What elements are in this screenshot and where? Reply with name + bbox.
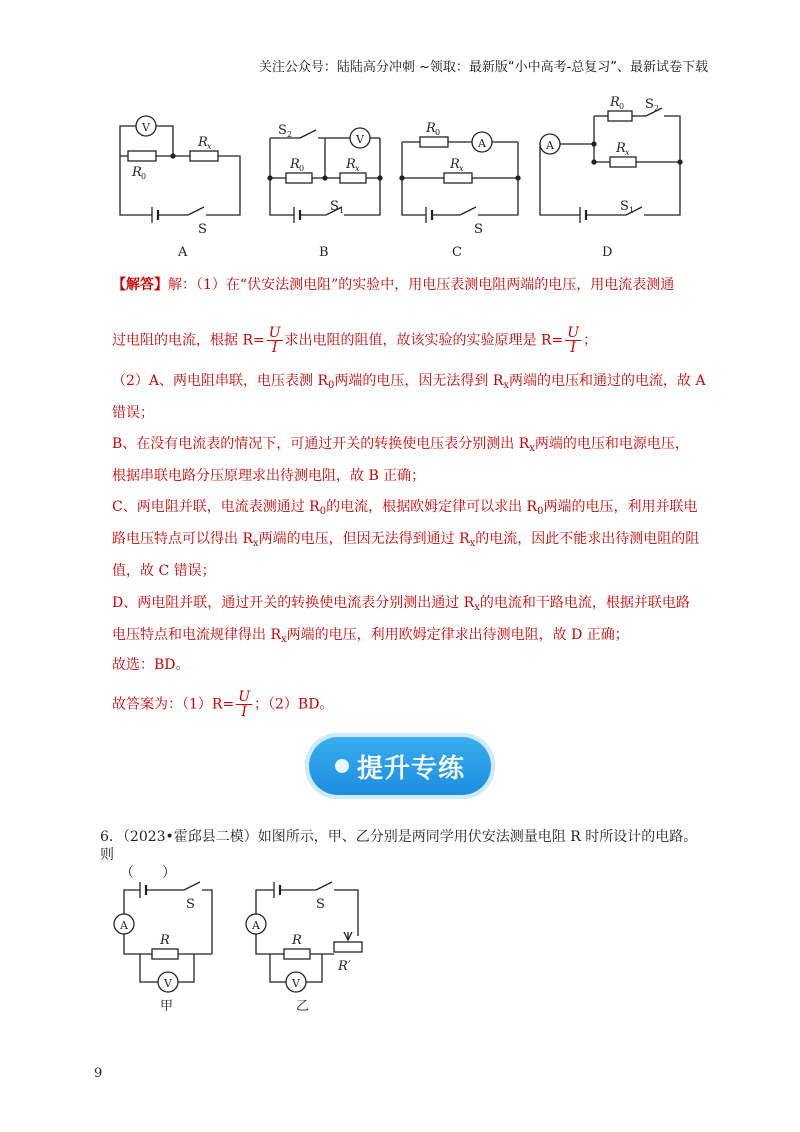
formula-fraction: $\frac{U}{I}$ — [268, 325, 281, 356]
answer-line-5: B、在没有电流表的情况下，可通过开关的转换使电压表分别测出 $R_x$两端的电压和电源电压， — [112, 436, 689, 454]
svg-text:2: 2 — [654, 104, 660, 113]
svg-text:x: x — [355, 164, 360, 173]
question-6-circuits — [100, 878, 380, 1018]
question-6-answer-blank: （ ） — [120, 865, 176, 881]
circuit-a-r0-label: R — [132, 165, 142, 180]
circuit-d — [540, 108, 682, 223]
circuit-c-rx-label: R — [450, 157, 460, 172]
answer-line-1: 【解答】解：（1）在“伏安法测电阻”的实验中，用电压表测电阻两端的电压，用电流表测通 — [112, 277, 675, 293]
circuit-a-voltmeter-label: V — [142, 121, 150, 134]
svg-text:x: x — [625, 148, 630, 157]
jia-voltmeter-label: V — [164, 977, 172, 990]
answer-final: 故答案为：（1）R= $\frac{U}{I}$ ；（2）BD。 — [112, 689, 334, 720]
page-header: 关注公众号：陆陆高分冲刺 ~领取：最新版“小中高考-总复习”、最新试卷下载 — [258, 60, 708, 75]
circuit-a-switch-label: S — [198, 222, 207, 237]
circuit-diagrams-abcd — [100, 90, 700, 270]
answer-line-8: 路电压特点可以得出 $R_x$两端的电压，但因无法得到通过 $R_x$的电流，因此不能求出待测电阻的阻 — [112, 531, 700, 549]
svg-text:0: 0 — [619, 102, 625, 111]
answer-line-6: 根据串联电路分压原理求出待测电阻，故 B 正确； — [112, 468, 426, 484]
circuit-d-label: D — [602, 245, 613, 260]
answer-line-2: 过电阻的电流，根据 R= $\frac{U}{I}$ 求出电阻的阻值，故该实验的实验原理是 R= $\frac{U}{I}$ ； — [112, 325, 598, 356]
circuit-b-label: B — [319, 245, 329, 260]
yi-ammeter-label: A — [252, 919, 260, 932]
answer-line-7: C、两电阻并联，电流表测通过 $R_0$的电流，根据欧姆定律可以求出 $R_0$两端的电压，利用并联电 — [112, 499, 698, 517]
svg-text:1: 1 — [339, 206, 345, 215]
circuit-yi — [246, 882, 362, 992]
circuit-b-voltmeter-label: V — [356, 133, 364, 146]
jia-ammeter-label: A — [120, 919, 128, 932]
circuit-c — [400, 132, 520, 223]
circuit-a-rx-label: R — [198, 135, 208, 150]
svg-text:0: 0 — [141, 172, 147, 181]
circuit-b-r0-label: R — [290, 157, 300, 172]
circuit-b-rx-label: R — [346, 157, 356, 172]
circuit-c-r0-label: R — [426, 121, 436, 136]
circuit-c-label: C — [452, 245, 462, 260]
circuit-b-s2-label: S — [278, 123, 287, 138]
jia-switch-label: S — [186, 897, 195, 912]
circuit-b-s1-label: S — [330, 199, 339, 214]
jia-label: 甲 — [160, 999, 174, 1014]
formula-fraction: $\frac{U}{I}$ — [238, 689, 250, 720]
circuit-c-switch-label: S — [474, 222, 483, 237]
svg-text:2: 2 — [287, 130, 293, 139]
circuit-d-rx-label: R — [616, 141, 626, 156]
circuit-c-ammeter-label: A — [478, 137, 486, 150]
question-6-text: 6．（2023•霍邱县二模）如图所示，甲、乙分别是两同学用伏安法测量电阻 R 时所设计的电路。则 — [100, 829, 698, 863]
answer-line-9: 值，故 C 错误； — [112, 563, 216, 579]
practice-badge: 提升专练 — [305, 733, 495, 799]
yi-voltmeter-label: V — [292, 977, 300, 990]
circuit-d-s2-label: S — [645, 97, 654, 112]
formula-fraction: $\frac{U}{I}$ — [567, 325, 580, 356]
circuit-d-ammeter-label: A — [546, 139, 554, 152]
answer-line-4: 错误； — [112, 405, 154, 421]
answer-line-3: （2）A、两电阻串联，电压表测 $R_0$两端的电压，因无法得到 $R_x$两端的电压和通过的电流，故 A — [112, 373, 706, 391]
svg-text:x: x — [459, 164, 464, 173]
answer-choice: 故选：BD。 — [112, 657, 190, 673]
page-number: 9 — [94, 1066, 103, 1081]
answer-line-10: D、两电阻并联，通过开关的转换使电流表分别测出通过 $R_x$的电流和干路电流，根据并联电路 — [112, 595, 690, 613]
yi-switch-label: S — [316, 897, 325, 912]
circuit-d-r0-label: R — [610, 95, 620, 110]
yi-resistor-label: R — [292, 933, 302, 948]
circuit-d-s1-label: S — [620, 199, 629, 214]
yi-label: 乙 — [296, 999, 310, 1014]
svg-text:x: x — [207, 142, 212, 151]
svg-text:0: 0 — [435, 128, 441, 137]
bullet-icon — [335, 759, 349, 773]
circuit-b — [268, 128, 382, 223]
svg-text:0: 0 — [299, 164, 305, 173]
answer-line-11: 电压特点和电流规律得出 $R_x$两端的电压，利用欧姆定律求出待测电阻，故 D 正确； — [112, 627, 629, 645]
yi-rheostat-label: R′ — [338, 959, 351, 974]
jia-resistor-label: R — [160, 933, 170, 948]
svg-text:1: 1 — [629, 206, 635, 215]
circuit-a-label: A — [178, 245, 188, 260]
